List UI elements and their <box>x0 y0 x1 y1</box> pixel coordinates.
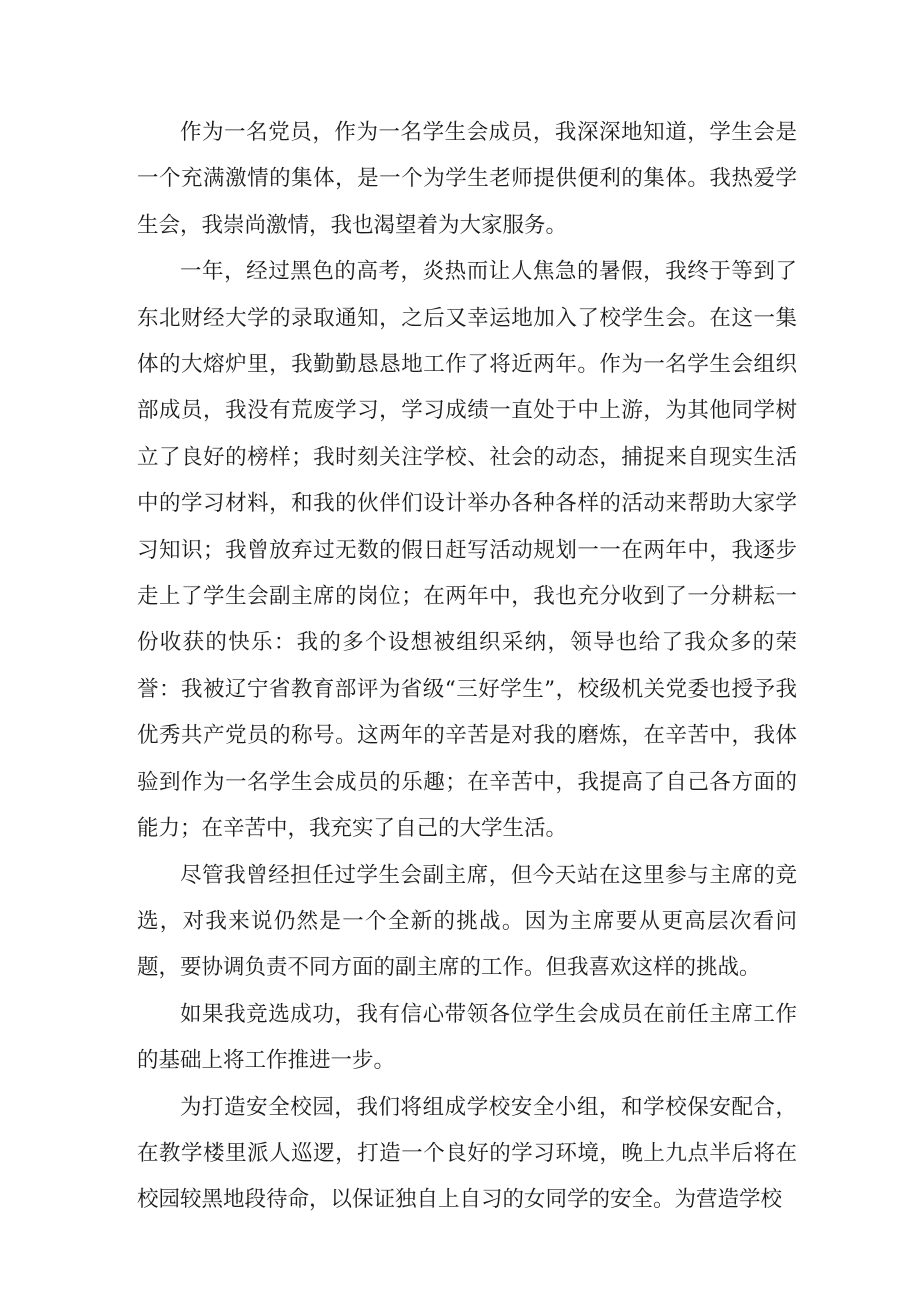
document-body <box>137 110 797 1224</box>
paragraph-safe-campus: 为打造安全校园，我们将组成学校安全小组，和学校保安配合，在教学楼里派人巡逻，打造一个良好的学习环境，晚上九点半后将在校园较黑地段待命，以保证独自上自习的女同学的安全。为营造学校 <box>137 1094 797 1213</box>
paragraph-challenge: 尽管我曾经担任过学生会副主席，但今天站在这里参与主席的竞选，对我来说仍然是一个全新的挑战。因为主席要从更高层次看问题，要协调负责不同方面的副主席的工作。但我喜欢这样的挑战。 <box>137 862 797 981</box>
paragraph-party-member: 作为一名党员，作为一名学生会成员，我深深地知道，学生会是一个充满激情的集体，是一个为学生老师提供便利的集体。我热爱学生会，我崇尚激情，我也渴望着为大家服务。 <box>137 120 797 238</box>
paragraph-confidence: 如果我竞选成功，我有信心带领各位学生会成员在前任主席工作的基础上将工作推进一步。 <box>137 1001 797 1074</box>
paragraph-experience: 一年，经过黑色的高考，炎热而让人焦急的暑假，我终于等到了东北财经大学的录取通知，之后又幸运地加入了校学生会。在这一集体的大熔炉里，我勤勤恳恳地工作了将近两年。作为一名学生会组织部成员，我没有荒废学习，学习成绩一直处于中上游，为其他同学树立了良好的榜样；我时刻关注学校、社会的动态，捕捉来自现实生活中的学习材料，和我的伙伴们设计举办各种各样的活动来帮助大家学习知识；我曾放弃过无数的假日赶写活动规划一一在两年中，我逐步走上了学生会副主席的岗位；在两年中，我也充分收到了一分耕耘一份收获的快乐：我的多个设想被组织采纳，领导也给了我众多的荣誉：我被辽宁省教育部评为省级“三好学生”，校级机关党委也授予我优秀共产党员的称号。这两年的辛苦是对我的磨炼，在辛苦中，我体验到作为一名学生会成员的乐趣；在辛苦中，我提高了自己各方面的能力；在辛苦中，我充实了自己的大学生活。 <box>137 259 797 842</box>
